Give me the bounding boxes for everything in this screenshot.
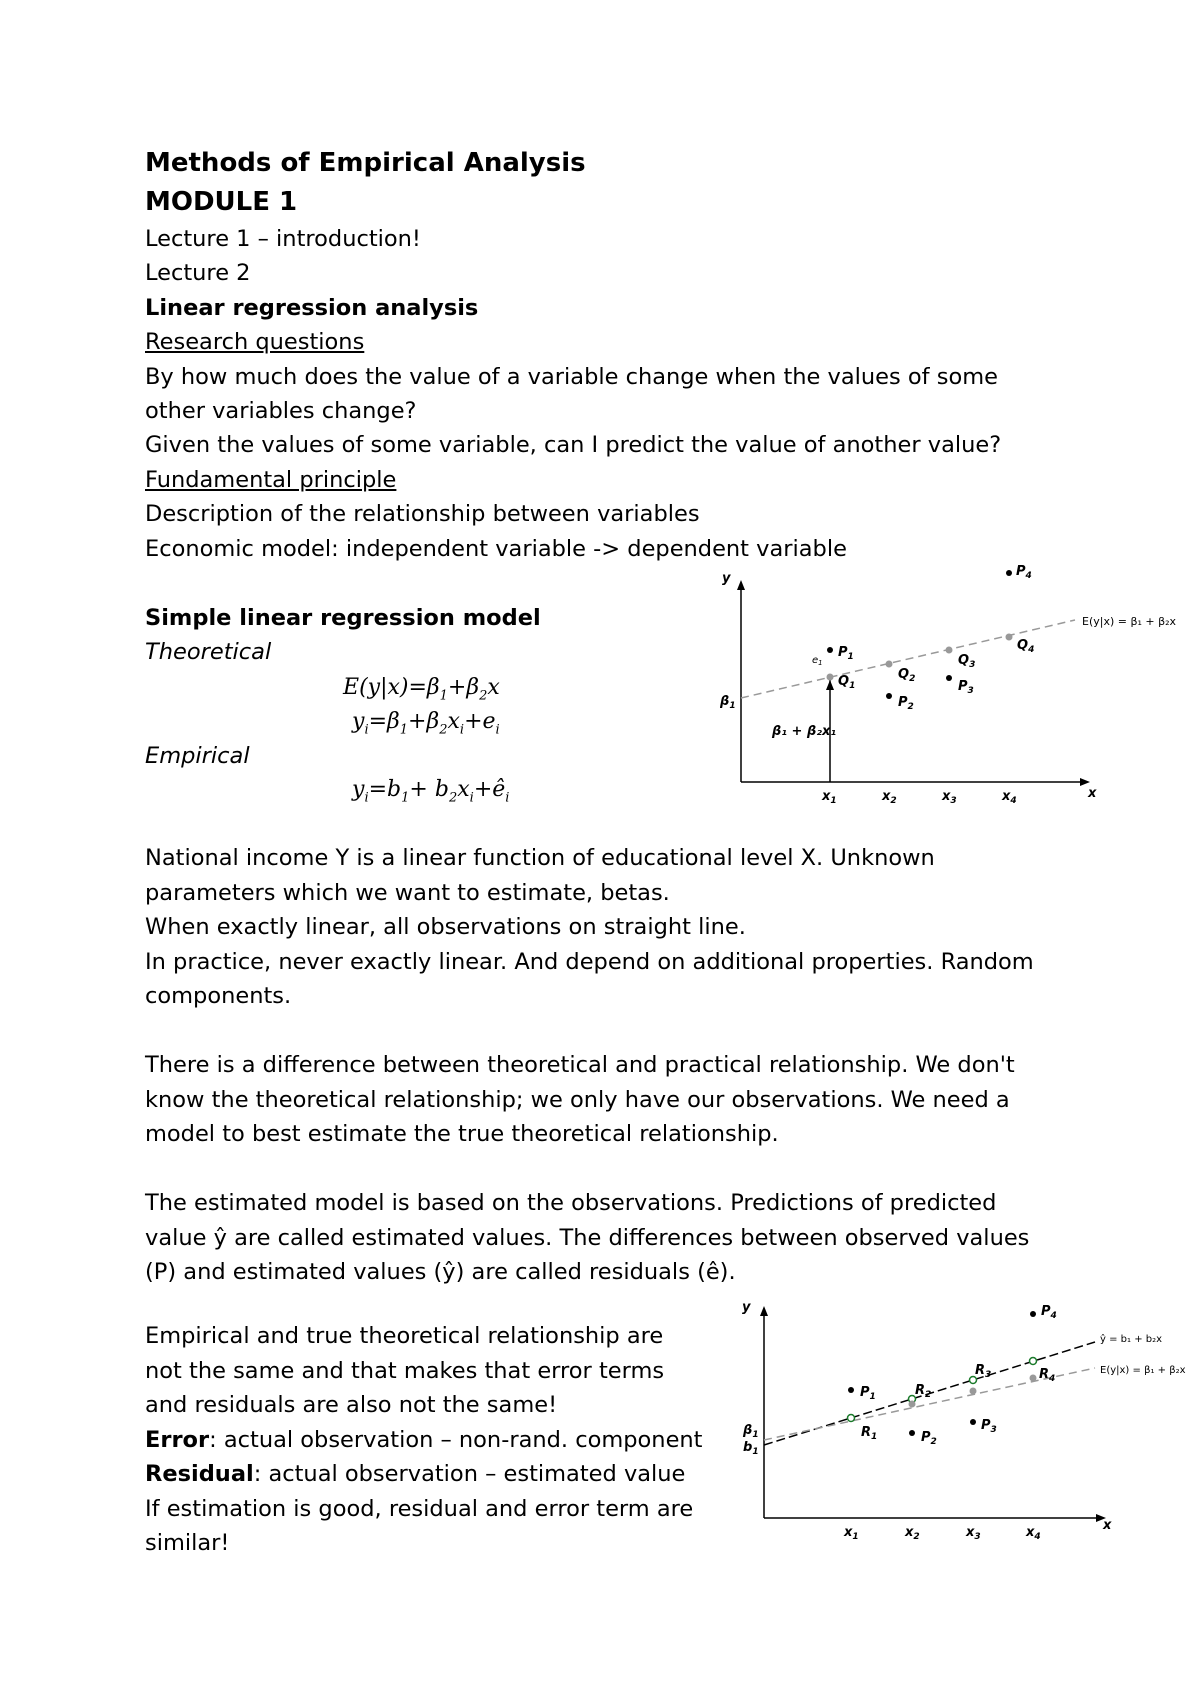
paragraph-1-line-1: National income Y is a linear function of educational level X. Unknown: [145, 845, 935, 871]
equation-theoretical-expectation: $E(y|x)=\beta_1+\beta_2x$: [343, 675, 500, 704]
figure2-point-p3: [970, 1419, 976, 1425]
paragraph-4-line-1: Empirical and true theoretical relationship are: [145, 1323, 664, 1349]
lecture-2: Lecture 2: [145, 260, 251, 286]
figure1-point-q3: [946, 647, 953, 654]
figure2-tick-x3: $x_3$: [966, 1525, 981, 1542]
model-heading: Simple linear regression model: [145, 605, 541, 631]
figure1-label-p3: $P_3$: [958, 679, 974, 696]
error-term-text: : actual observation – non-rand. component: [209, 1427, 703, 1453]
figure1-x-label: x: [1088, 786, 1097, 801]
figure2-label-r2: $R_2$: [915, 1383, 932, 1400]
document-title: Methods of Empirical Analysis: [145, 148, 586, 178]
figure2-point-r4: [1030, 1358, 1037, 1365]
closing-line-2: similar!: [145, 1530, 230, 1556]
figure-theoretical-regression: [720, 560, 1190, 810]
figure1-label-p1: $P_1$: [838, 645, 854, 662]
figure2-point-q2: [909, 1401, 916, 1408]
module-heading: MODULE 1: [145, 187, 298, 217]
figure2-point-q4: [1030, 1375, 1037, 1382]
figure1-y-label: y: [722, 571, 731, 586]
figure1-tick-x3: $x_3$: [942, 789, 957, 806]
figure2-label-p1: $P_1$: [860, 1385, 876, 1402]
paragraph-3-line-1: The estimated model is based on the observations. Predictions of predicted: [145, 1190, 997, 1216]
figure1-point-p3: [946, 675, 952, 681]
figure1-tick-x2: $x_2$: [882, 789, 897, 806]
figure2-x-label: x: [1103, 1518, 1112, 1533]
figure1-point-p1: [827, 647, 833, 653]
principle-line-2: Economic model: independent variable -> dependent variable: [145, 536, 847, 562]
paragraph-1-line-3: When exactly linear, all observations on straight line.: [145, 914, 746, 940]
figure1-label-q2: $Q_2$: [898, 667, 916, 684]
figure2-tick-x2: $x_2$: [905, 1525, 920, 1542]
figure2-b-label: $b_1$: [743, 1440, 759, 1457]
figure2-label-r4: $R_4$: [1039, 1367, 1056, 1384]
figure1-point-p4: [1006, 570, 1012, 576]
principle-line-1: Description of the relationship between variables: [145, 501, 700, 527]
paragraph-2-line-1: There is a difference between theoretical and practical relationship. We don't: [145, 1052, 1015, 1078]
figure1-tick-x1: $x_1$: [822, 789, 837, 806]
figure1-point-q1: [827, 674, 834, 681]
paragraph-4-line-2: not the same and that makes that error terms: [145, 1358, 665, 1384]
figure1-segment-label: β₁ + β₂x₁: [772, 724, 837, 739]
figure2-tick-x1: $x_1$: [844, 1525, 859, 1542]
paragraph-4-line-3: and residuals are also not the same!: [145, 1392, 558, 1418]
research-question-2: Given the values of some variable, can I predict the value of another value?: [145, 432, 1002, 458]
figure1-label-q3: $Q_3$: [958, 653, 976, 670]
figure2-point-p4: [1030, 1311, 1036, 1317]
figure1-label-p2: $P_2$: [898, 695, 914, 712]
figure2-label-p2: $P_2$: [921, 1430, 937, 1447]
figure2-label-p3: $P_3$: [981, 1418, 997, 1435]
figure2-label-p4: $P_4$: [1041, 1304, 1057, 1321]
paragraph-1-line-5: components.: [145, 983, 292, 1009]
figure2-line2-label: E(y|x) = β₁ + β₂x: [1100, 1365, 1186, 1376]
research-question-1b: other variables change?: [145, 398, 417, 424]
figure2-point-r1: [848, 1415, 855, 1422]
equation-empirical-model: $y_i=b_1+$ $b_2x_i+ê_i$: [352, 777, 510, 806]
paragraph-3-line-3: (P) and estimated values (ŷ) are called residuals (ê).: [145, 1259, 736, 1285]
figure1-point-p2: [886, 693, 892, 699]
paragraph-2-line-2: know the theoretical relationship; we only have our observations. We need a: [145, 1087, 1010, 1113]
figure1-point-q2: [886, 661, 893, 668]
figure2-y-arrow: [760, 1306, 768, 1316]
error-term-label: Error: [145, 1427, 210, 1453]
closing-line-1: If estimation is good, residual and error term are: [145, 1496, 694, 1522]
figure-empirical-vs-theoretical: [735, 1290, 1190, 1550]
figure2-point-q3: [970, 1388, 977, 1395]
research-question-1a: By how much does the value of a variable change when the values of some: [145, 364, 998, 390]
equation-theoretical-model: $y_i=\beta_1+\beta_2x_i+e_i$: [352, 709, 500, 738]
paragraph-2-line-3: model to best estimate the true theoretical relationship.: [145, 1121, 779, 1147]
residual-definition: [145, 1457, 685, 1491]
figure1-e-label: $e_1$: [812, 655, 823, 667]
error-definition: [145, 1423, 703, 1457]
figure2-label-r1: $R_1$: [861, 1425, 878, 1442]
paragraph-3-line-2: value ŷ are called estimated values. The differences between observed values: [145, 1225, 1030, 1251]
paragraph-1-line-2: parameters which we want to estimate, betas.: [145, 880, 670, 906]
figure1-y-arrow: [737, 580, 745, 590]
principle-heading: Fundamental principle: [145, 467, 397, 493]
figure1-tick-x4: $x_4$: [1002, 789, 1017, 806]
figure1-regression-line: [741, 620, 1075, 698]
paragraph-1-line-4: In practice, never exactly linear. And depend on additional properties. Random: [145, 949, 1034, 975]
figure1-label-q1: $Q_1$: [838, 674, 856, 691]
empirical-label: Empirical: [145, 743, 250, 769]
figure1-intercept-label: $\beta_1$: [720, 694, 736, 711]
residual-term-label: Residual: [145, 1461, 254, 1487]
lecture-1: Lecture 1 – introduction!: [145, 226, 421, 252]
figure1-label-p4: $P_4$: [1016, 564, 1032, 581]
figure2-point-p1: [848, 1387, 854, 1393]
figure2-tick-x4: $x_4$: [1026, 1525, 1041, 1542]
figure1-x-arrow: [1080, 778, 1090, 786]
figure1-line-label: E(y|x) = β₁ + β₂x: [1082, 615, 1177, 628]
section-heading: Linear regression analysis: [145, 295, 479, 321]
theoretical-label: Theoretical: [145, 639, 272, 665]
residual-term-text: : actual observation – estimated value: [253, 1461, 686, 1487]
research-questions-heading: Research questions: [145, 329, 365, 355]
figure1-point-q4: [1006, 634, 1013, 641]
figure2-beta-label: $\beta_1$: [743, 1423, 759, 1440]
figure2-point-p2: [909, 1430, 915, 1436]
figure2-line1-label: ŷ = b₁ + b₂x: [1100, 1334, 1163, 1345]
figure1-label-q4: $Q_4$: [1017, 638, 1035, 655]
figure1-segment-arrow: [826, 680, 834, 690]
figure2-label-r3: $R_3$: [975, 1363, 992, 1380]
figure2-y-label: y: [742, 1300, 751, 1315]
